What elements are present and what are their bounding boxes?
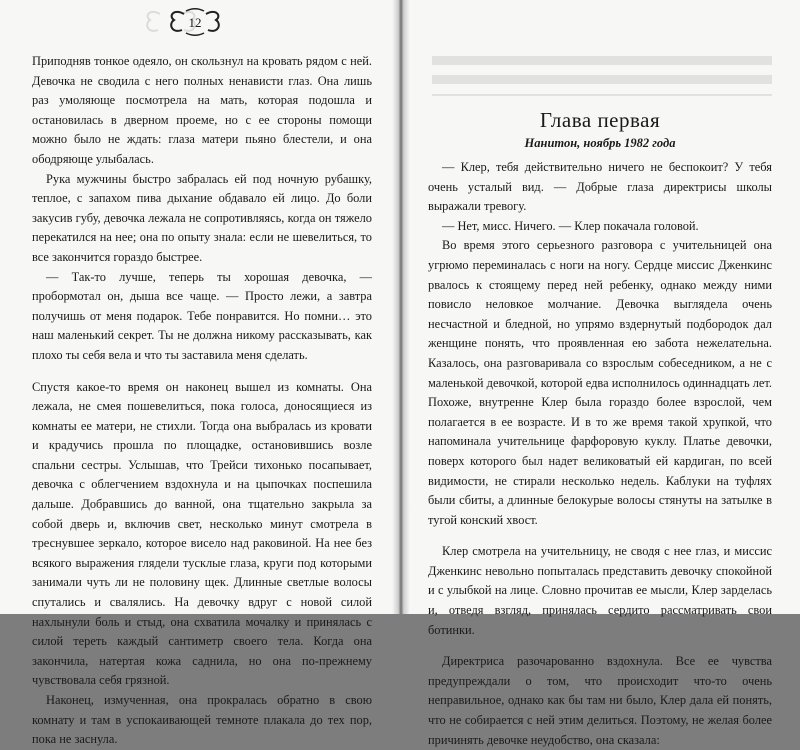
chapter-subtitle: Нанитон, ноябрь 1982 года: [524, 136, 676, 150]
left-body-text: [32, 52, 372, 750]
paragraph: — Нет, мисс. Ничего. — Клер покачала головой.: [442, 218, 699, 233]
book-gutter: [392, 0, 410, 614]
paragraph: Клер смотрела на учительницу, не сводя с нее глаз, и миссис Дженкинс невольно попыталась представить девочку спокойной и с улыбкой на лице. Словно прочитав ее мысли, Клер зарделась и, отведя взгляд, принялась сердито рассматривать свои ботинки.: [428, 544, 772, 637]
paragraph: — Клер, тебя действительно ничего не беспокоит? У тебя очень усталый вид. — Добрые глаза директрисы школы выражали тревогу.: [428, 160, 772, 214]
paragraph: Во время этого серьезного разговора с учительницей она угрюмо переминалась с ноги на ногу. Сердце миссис Дженкинс рвалось к стоящему перед ней ребенку, однако между ними повисло неловкое молчание. Девочка выглядела очень несчастной и бледной, но упрямо вздернутый подбородок дал женщине понять, что проявленная ею забота нежелательна. Казалось, она разговаривала со взрослым собеседником, а не с маленькой девочкой, которой едва исполнилось одиннадцать лет. Похоже, внутренне Клер была гораздо более взрослой, чем полагается в ее возрасте. И в то же время такой хрупкой, что напоминала учительнице фарфоровую куклу. Платье девочки, поверх которого был надет великоватый ей кардиган, по всей видимости, не стирали несколько недель. Каблуки на туфлях были сбиты, а длинные белокурые волосы стянуты на затылке в тугой конский хвост.: [428, 238, 772, 527]
paragraph: — Так-то лучше, теперь ты хорошая девочка, — пробормотал он, дыша все чаще. — Просто лежи, а завтра получишь от меня подарок. Тебе понравится. Но помни… это наш маленький секрет. Ты не должна никому рассказывать, как плохо ты себя вела и что ты заставила меня сделать.: [32, 269, 372, 362]
paragraph: Наконец, измученная, она прокралась обратно в свою комнату и там в успокаивающей темноте плакала до тех пор, пока не заснула.: [32, 693, 372, 747]
paragraph: Спустя какое-то время он наконец вышел из комнаты. Она лежала, не смея пошевелиться, пока голоса, доносящиеся из комнаты ее матери, не стихли. Тогда она выбралась из кровати и крадучись прошла по площадке, остановившись возле спальни сестры. Услышав, что Трейси тихонько посапывает, девочка с облегчением вздохнула и на цыпочках поспешила дальше. Добравшись до ванной, она тщательно закрыла за собой дверь и, включив свет, несколько минут смотрела в треснувшее зеркало, которое висело над раковиной. На нее без всякого выражения глядели тусклые глаза, круги под которыми занимали чуть ли не половину щек. Длинные светлые волосы спутались и свалялись. На девочку вдруг с новой силой нахлынули боль и стыд, она схватила мочалку и принялась с силой тереть каждый сантиметр своего тела. Когда она закончила, натертая кожа саднила, но она по-прежнему чувствовала себя грязной.: [32, 379, 372, 688]
paragraph: Рука мужчины быстро забралась ей под ночную рубашку, теплое, с запахом пива дыхание обдавало ей лицо. До боли закусив губу, девочка лежала не сопротивляясь, когда он тяжело перекатился на нее; она по опыту знала: если не шевелиться, то все закончится гораздо быстрее.: [32, 171, 372, 264]
paragraph: Директриса разочарованно вздохнула. Все ее чувства предупреждали о том, что происходит что-то очень неправильное, однако как бы там ни было, Клер дала ей понять, что не собирается с ней этим делиться. Поэтому, не желая более причинять девочке неудобство, она сказала:: [428, 654, 772, 747]
right-body-text: [428, 158, 772, 750]
ornament-icon: [140, 6, 202, 40]
paragraph: Приподняв тонкое одеяло, он скользнул на кровать рядом с ней. Девочка не сводила с него полных ненависти глаз. Она лишь раз умоляюще посмотрела на мать, которая подошла и остановилась в дверном проеме, но с ее стороны помощи можно было не ждать: глаза матери пьяно блестели, и она ободряюще улыбалась.: [32, 54, 372, 166]
bleedthrough-text: [432, 56, 772, 96]
chapter-title: Глава первая: [539, 108, 661, 132]
page-number: 12: [188, 15, 202, 30]
bleedthrough-ornament: [140, 6, 202, 40]
